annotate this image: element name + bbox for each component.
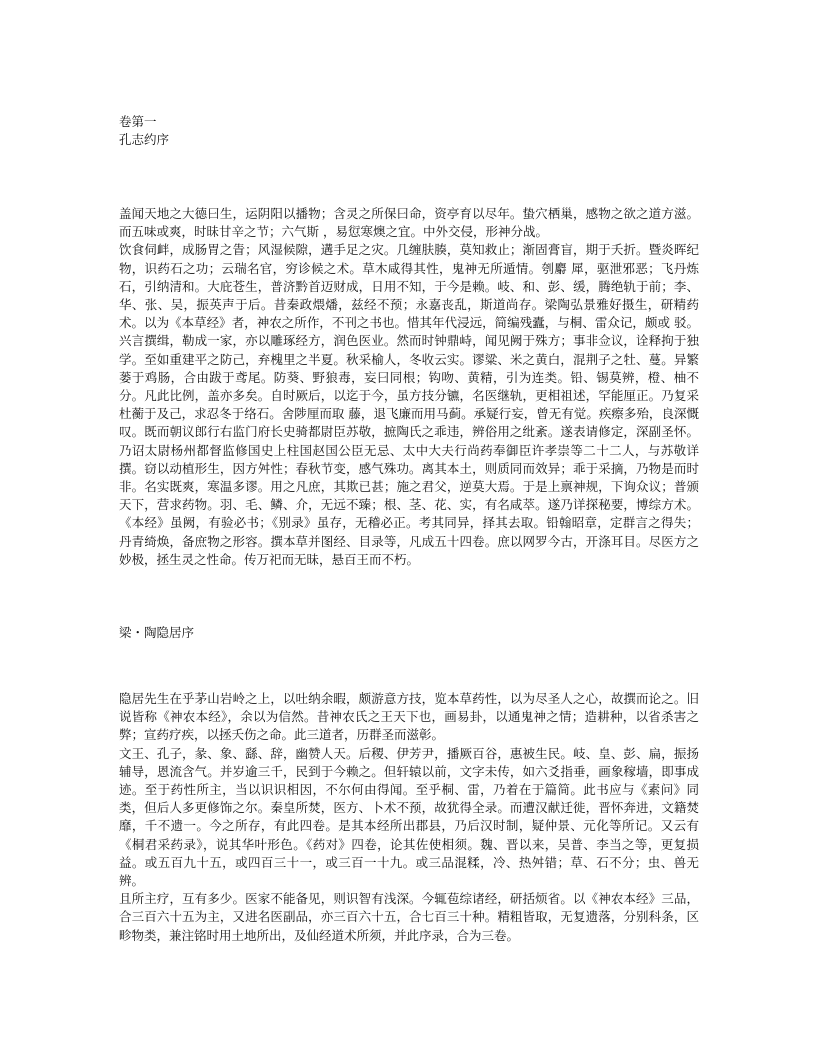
- paragraph: 且所主疗，互有多少。医家不能备见，则识智有浅深。今辄苞综诸经，研括烦省。以《神农本经》三品，合三百六十五为主，又进名医副品，亦三百六十五，合七百三十种。精粗皆取，无复遗落，分别科条，区畛物类，兼注铭时用土地所出，及仙经道术所须，并此序录，合为三卷。: [119, 891, 699, 943]
- paragraph: 盖闻天地之大德曰生，运阴阳以播物；含灵之所保曰命，资亭育以尽年。蛰穴栖巢，感物之欲之道方滋。而五味或爽，时昧甘辛之节；六气斯 ，易愆寒燠之宜。中外交侵，形神分战。: [119, 206, 699, 240]
- section-title-kong-zhiyue-preface: 孔志约序: [119, 132, 170, 147]
- paragraph: 饮食伺衅，成肠胃之眚；风湿候隙，遘手足之灾。几缠肤腠，莫知救止；渐固膏盲，期于夭折。暨炎晖纪物，识药石之功；云瑞名官，穷诊候之术。草木咸得其性，鬼神无所遁情。刳麝 犀，驱泄邪恶；飞丹炼石，引纳清和。大庇苍生，普济黔首迈财成，日用不知，于今是赖。岐、和、彭、缓，腾绝轨于前；李、华、张、吴，振英声于后。昔秦政煨燔，兹经不预；永嘉丧乱，斯道尚存。梁陶弘景雅好摄生，研精药术。以为《本草经》者，神农之所作，不刊之书也。惜其年代浸远，简编残蠹，与桐、雷众记，颇或 驳。兴言撰缉，勒成一家，亦以雕琢经方，润色医业。然而时钟鼎峙，闻见阙于殊方；事非佥议，诠释拘于独学。至如重建平之防己，弃槐里之半夏。秋采榆人，冬收云实。谬粱、米之黄白，混荆子之牡、蔓。异繁蒌于鸡肠，合由跋于鸢尾。防葵、野狼毒，妄曰同根；钩吻、黄精，引为连类。铅、锡莫辨，橙、柚不分。凡此比例，盖亦多矣。自时厥后，以迄于今，虽方技分镳，名医继轨，更相祖述，罕能厘正。乃复采杜蘅于及己，求忍冬于络石。舍陟厘而取 藤，退飞廉而用马蓟。承疑行妄，曾无有觉。疾瘵多殆，良深慨叹。既而朝议郎行右监门府长史骑都尉臣苏敬，摭陶氏之乖违，辨俗用之纰紊。遂表请修定，深副圣怀。乃诏太尉杨州都督监修国史上柱国赵国公臣无忌、太中大夫行尚药奉御臣许孝崇等二十二人，与苏敬详撰。窃以动植形生，因方舛性；春秋节变，感气殊功。离其本土，则质同而效异；乖于采摘，乃物是而时非。名实既爽，寒温多谬。用之凡庶，其欺已甚；施之君父，逆莫大焉。于是上禀神规，下询众议；普颁天下，营求药物。羽、毛、鳞、介，无远不臻；根、茎、花、实，有名咸萃。遂乃详探秘要，博综方术。《本经》虽阙，有验必书；《别录》虽存，无稽必正。考其同异，择其去取。铅翰昭章，定群言之得失；丹青绮焕，备庶物之形容。撰本草并图经、目录等，凡成五十四卷。庶以网罗今古，开涤耳目。尽医方之妙极，拯生灵之性命。传万祀而无昧，悬百王而不朽。: [119, 242, 699, 567]
- section-2-body: [119, 690, 699, 945]
- paragraph: 文王、孔子，彖、象、繇、辞，幽赞人天。后稷、伊芳尹，播厥百谷，惠被生民。岐、皇、彭、扁，振扬辅导，恩流含气。并岁逾三千，民到于今赖之。但轩辕以前，文字未传，如六爻指垂，画象稼墙，即事成迹。至于药性所主，当以识识相因，不尔何由得闻。至乎桐、雷，乃着在于篇简。此书应与《素问》同类，但后人多更修饰之尔。秦皇所焚，医方、卜术不预，故犹得全录。而遭汉献迁徙，晋怀奔进，文籍焚靡，千不遗一。今之所存，有此四卷。是其本经所出郡县，乃后汉时制，疑仲景、元化等所记。又云有《桐君采药录》，说其华叶形色。《药对》四卷，论其佐使相须。魏、晋以来，吴普、李当之等，更复损益。或五百九十五，或四百三十一，或三百一十九。或三品混糅，冷、热舛错；草、石不分；虫、兽无辨。: [119, 745, 699, 889]
- section-1-body: [119, 205, 699, 569]
- paragraph: 隐居先生在乎茅山岩岭之上，以吐纳余暇，颇游意方技，览本草药性，以为尽圣人之心，故撰而论之。旧说皆称《神农本经》，余以为信然。昔神农氏之王天下也，画易卦，以通鬼神之情；造耕种，以省杀害之弊；宣药疗疾，以拯夭伤之命。此三道者，历群圣而滋彰。: [119, 691, 699, 743]
- volume-title: 卷第一: [119, 114, 157, 129]
- section-title-tao-yinju-preface: 梁・陶隐居序: [119, 625, 195, 640]
